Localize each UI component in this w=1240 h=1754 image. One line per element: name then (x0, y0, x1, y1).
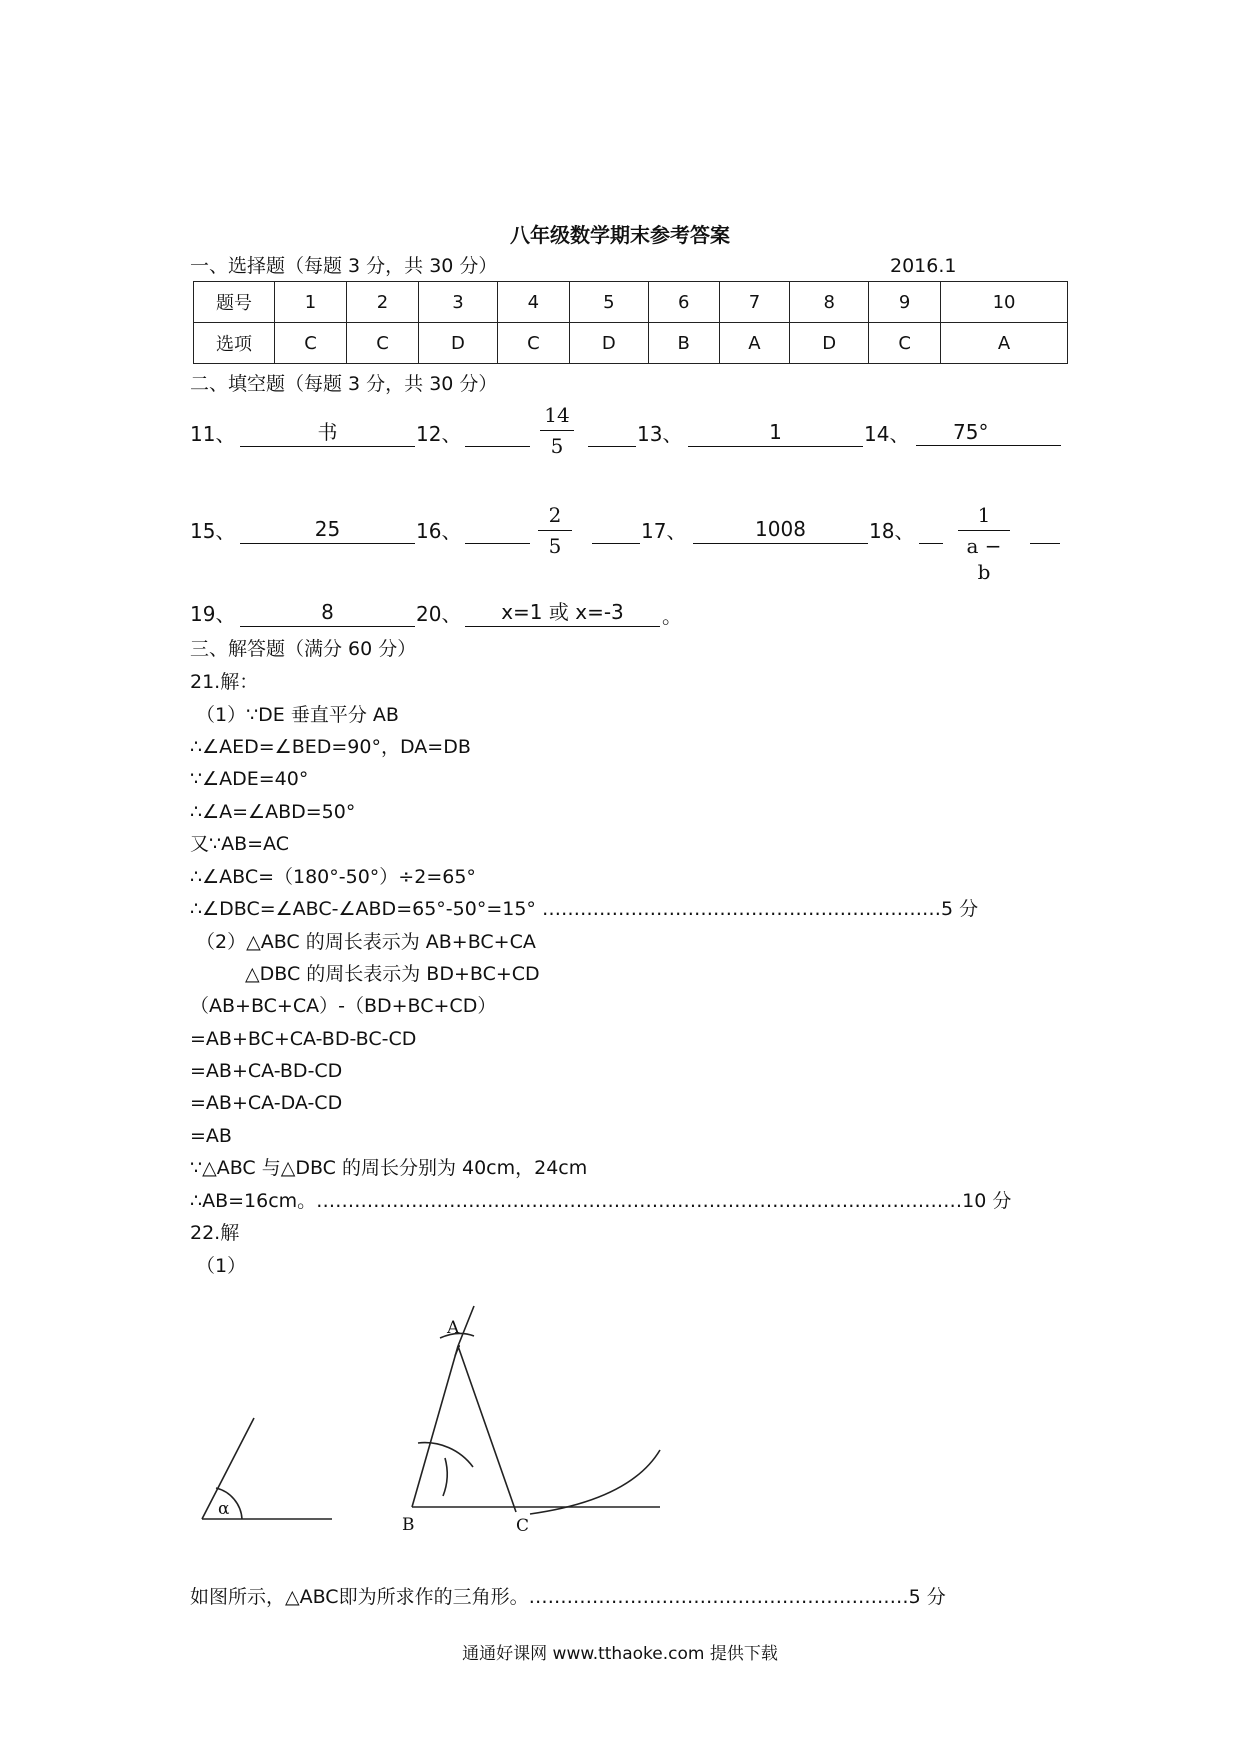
fraction-16 (538, 502, 572, 559)
item-label-16: 16、 (416, 519, 462, 543)
solution-line: =AB+CA-DA-CD (190, 1092, 343, 1114)
conclusion-line: 如图所示，△ABC即为所求作的三角形。……………………………………………………5 分 (190, 1586, 946, 1608)
label-alpha: α (218, 1499, 230, 1519)
answer-11: 书 (240, 418, 415, 447)
solution-line: ∵△ABC 与△DBC 的周长分别为 40cm，24cm (190, 1157, 588, 1179)
solution-line: ∴∠DBC=∠ABC-∠ABD=65°-50°=15° ………………………………………………………5 分 (190, 898, 979, 920)
footer-text: 通通好课网 www.tthaoke.com 提供下载 (462, 1644, 778, 1664)
solution-line: =AB+CA-BD-CD (190, 1060, 343, 1082)
fraction-18 (958, 502, 1010, 585)
solution-line: （1） (196, 1255, 247, 1277)
solution-line: ∴∠AED=∠BED=90°，DA=DB (190, 736, 471, 758)
table-cell: 7 (719, 282, 790, 323)
denominator: 5 (550, 434, 564, 458)
item-label-11: 11、 (190, 422, 236, 446)
side-ab-line (412, 1346, 458, 1507)
fraction-bar (538, 530, 572, 531)
choice-answer-table (193, 281, 1068, 364)
answer-15: 25 (240, 515, 415, 544)
table-cell: 9 (869, 282, 941, 323)
blank-line (919, 543, 943, 544)
solution-line: 又∵AB=AC (190, 833, 289, 855)
fraction-bar (540, 430, 574, 431)
blank-line (465, 446, 530, 447)
table-cell: 6 (648, 282, 719, 323)
blank-line (465, 543, 530, 544)
table-cell: C (347, 323, 419, 364)
label-c: C (516, 1516, 530, 1536)
table-cell: D (569, 323, 648, 364)
table-cell: 10 (941, 282, 1068, 323)
date-label: 2016.1 (890, 255, 957, 277)
page-title: 八年级数学期末参考答案 (510, 223, 730, 247)
side-ac (458, 1346, 516, 1512)
item-label-12: 12、 (416, 422, 462, 446)
item-label-15: 15、 (190, 519, 236, 543)
solution-line: 21.解： (190, 671, 259, 693)
table-cell: C (869, 323, 941, 364)
table-cell: 5 (569, 282, 648, 323)
row-header: 题号 (194, 282, 275, 323)
item-label-13: 13、 (637, 422, 683, 446)
item-label-17: 17、 (641, 519, 687, 543)
table-cell: 2 (347, 282, 419, 323)
table-cell: 3 (419, 282, 498, 323)
end-mark: 。 (662, 604, 682, 628)
solution-line: ∴AB=16cm。…………………………………………………………………………………………10 分 (190, 1190, 1012, 1212)
blank-line (1030, 543, 1060, 544)
blank-line (592, 543, 640, 544)
denominator: a − b (966, 534, 1002, 584)
solution-line: （2）△ABC 的周长表示为 AB+BC+CA (196, 931, 536, 953)
solution-line: =AB (190, 1125, 232, 1147)
construction-figure (190, 1300, 690, 1560)
numerator: 14 (544, 403, 570, 427)
item-label-14: 14、 (864, 422, 910, 446)
blank-line (588, 446, 636, 447)
fraction-12 (540, 402, 574, 459)
solution-line: △DBC 的周长表示为 BD+BC+CD (245, 963, 540, 985)
solution-line: =AB+BC+CA-BD-BC-CD (190, 1028, 417, 1050)
table-row (194, 282, 1068, 323)
table-cell: A (941, 323, 1068, 364)
solution-line: ∴∠ABC=（180°-50°）÷2=65° (190, 866, 476, 888)
table-cell: 1 (275, 282, 347, 323)
solution-line: （1）∵DE 垂直平分 AB (196, 704, 399, 726)
section2-heading: 二、填空题（每题 3 分，共 30 分） (190, 373, 498, 395)
arc-at-c (530, 1450, 660, 1514)
table-cell: A (719, 323, 790, 364)
denominator: 5 (548, 534, 562, 558)
solution-line: 22.解 (190, 1222, 240, 1244)
answer-20: x=1 或 x=-3 (465, 598, 660, 627)
table-cell: C (275, 323, 347, 364)
table-cell: B (648, 323, 719, 364)
label-b: B (402, 1515, 415, 1535)
table-cell: D (419, 323, 498, 364)
numerator: 1 (977, 503, 991, 527)
row-header: 选项 (194, 323, 275, 364)
item-label-18: 18、 (869, 519, 915, 543)
extension-line (458, 1306, 474, 1346)
arc-angle-b (443, 1458, 447, 1496)
section1-heading: 一、选择题（每题 3 分，共 30 分） (190, 255, 498, 277)
solution-line: （AB+BC+CA）-（BD+BC+CD） (190, 995, 497, 1017)
answer-17: 1008 (693, 515, 868, 544)
numerator: 2 (548, 503, 562, 527)
answer-19: 8 (240, 598, 415, 627)
solution-line: ∴∠A=∠ABD=50° (190, 801, 356, 823)
table-row (194, 323, 1068, 364)
section3-heading: 三、解答题（满分 60 分） (190, 638, 417, 660)
fraction-bar (958, 530, 1010, 531)
solution-line: ∵∠ADE=40° (190, 768, 309, 790)
table-cell: D (790, 323, 869, 364)
table-cell: 4 (497, 282, 569, 323)
answer-13: 1 (688, 418, 863, 447)
item-label-19: 19、 (190, 602, 236, 626)
item-label-20: 20、 (416, 602, 462, 626)
answer-14: 75° (916, 418, 1061, 446)
table-cell: C (497, 323, 569, 364)
table-cell: 8 (790, 282, 869, 323)
label-a: A (447, 1318, 460, 1338)
